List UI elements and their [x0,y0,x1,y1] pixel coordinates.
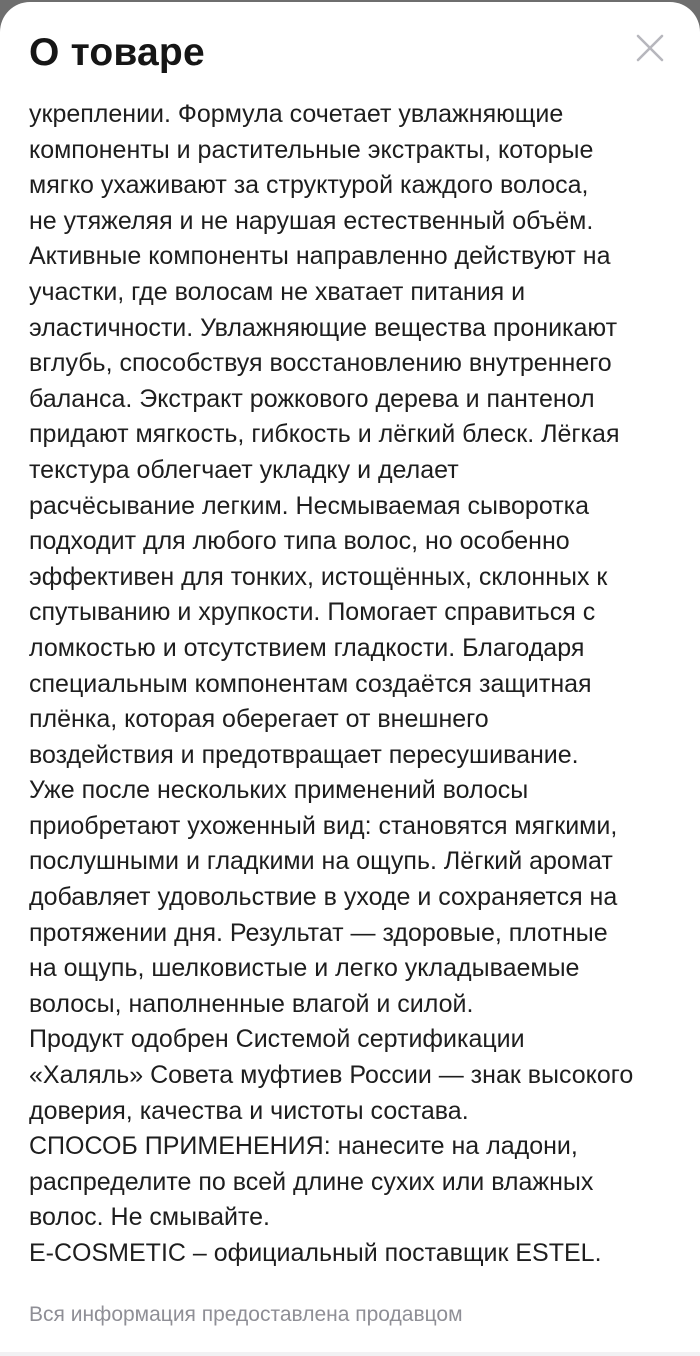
close-icon [628,28,672,72]
sheet-title: О товаре [29,31,205,74]
description-line: не утяжеляя и не нарушая естественный объём. [29,206,594,235]
description-line: участки, где волосам не хватает питания и [29,277,526,306]
description-line: E-COSMETIC – официальный поставщик ESTEL. [29,1239,602,1267]
description-line: эффективен для тонких, истощённых, склонных к [29,562,608,591]
close-button[interactable] [628,28,672,72]
description-line: мягко ухаживают за структурой каждого волоса, [29,171,589,200]
description-line: доверия, качества и чистоты состава. [29,1096,469,1125]
description-line: волосы, наполненные влагой и силой. [29,989,474,1018]
description-line: эластичности. Увлажняющие вещества проникают [29,313,618,342]
bottom-divider [0,1352,700,1356]
description-line: вглубь, способствуя восстановлению внутреннего [29,349,612,378]
description-line: расчёсывание легким. Несмываемая сыворотка [29,491,590,520]
description-line: спутыванию и хрупкости. Помогает справиться с [29,598,596,627]
description-line: «Халяль» Совета муфтиев России — знак высокого [29,1061,634,1090]
description-line: ломкостью и отсутствием гладкости. Благодаря [29,633,585,662]
description-line: текстура облегчает укладку и делает [29,455,459,484]
description-line: на ощупь, шелковистые и легко укладываемые [29,954,580,983]
description-line: баланса. Экстракт рожкового дерева и пантенол [29,384,595,413]
description-line: Активные компоненты направленно действуют на [29,242,611,271]
description-line: протяжении дня. Результат — здоровые, плотные [29,918,608,947]
description-line: Продукт одобрен Системой сертификации [29,1025,525,1054]
description-line: компоненты и растительные экстракты, которые [29,135,594,164]
description-line: добавляет удовольствие в уходе и сохраняется на [29,883,618,912]
description-line: волос. Не смывайте. [29,1203,270,1232]
description-line: специальным компонентам создаётся защитная [29,669,592,698]
description-line: плёнка, которая оберегает от внешнего [29,705,489,734]
description-line: приобретают ухоженный вид: становятся мягкими, [29,811,618,840]
description-line: СПОСОБ ПРИМЕНЕНИЯ: нанесите на ладони, [29,1132,578,1161]
description-line: распределите по всей длине сухих или влажных [29,1167,594,1196]
description-line: подходит для любого типа волос, но особенно [29,527,570,556]
product-description [29,97,679,1272]
product-info-sheet [0,2,700,1356]
description-line: послушными и гладкими на ощупь. Лёгкий аромат [29,847,613,876]
description-line: укреплении. Формула сочетает увлажняющие [29,100,564,128]
description-line: Уже после нескольких применений волосы [29,776,529,805]
description-line: воздействия и предотвращает пересушивание. [29,740,579,769]
description-line: придают мягкость, гибкость и лёгкий блеск. Лёгкая [29,420,620,449]
seller-info-note: Вся информация предоставлена продавцом [29,1303,463,1326]
